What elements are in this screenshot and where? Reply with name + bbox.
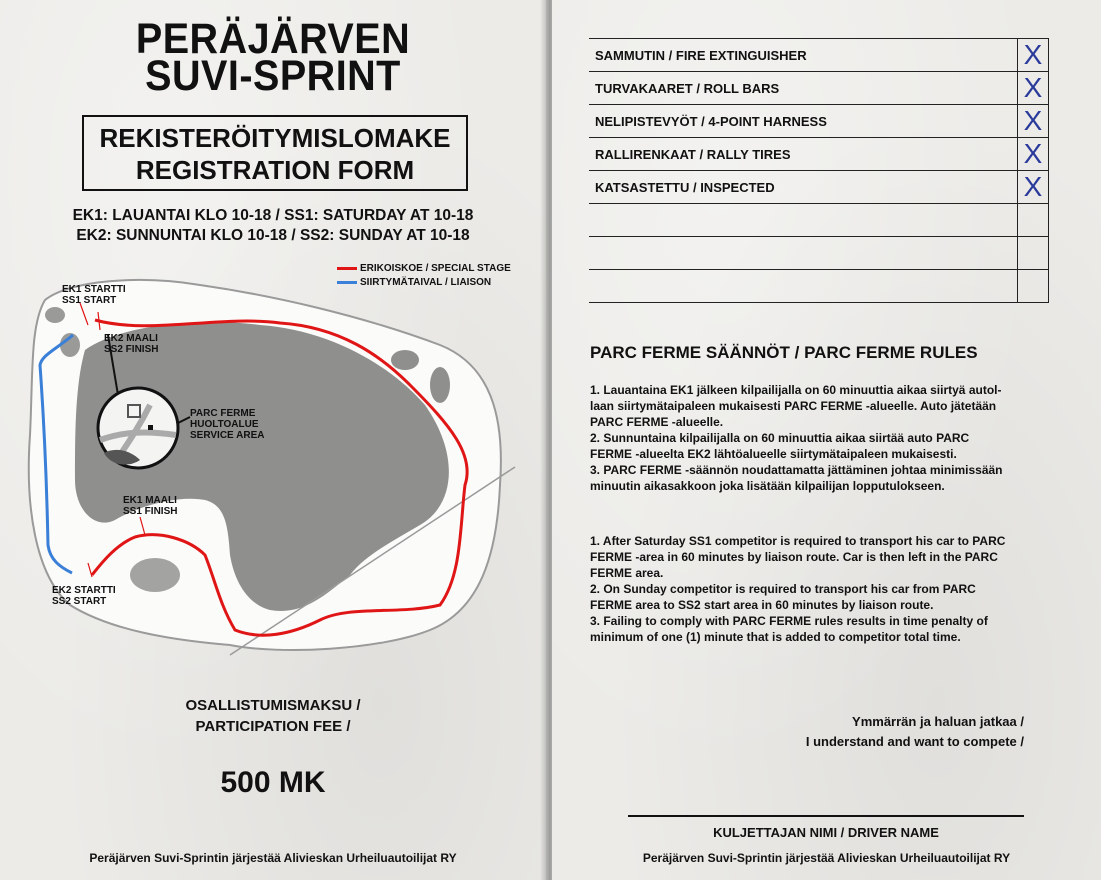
map-lake-small-3	[130, 558, 180, 592]
fee-label-fi: OSALLISTUMISMAKSU /	[185, 697, 361, 714]
event-title-line2: SUVI-SPRINT	[145, 52, 401, 100]
checklist-checkbox[interactable]: X	[1018, 72, 1049, 105]
event-title-line1: PERÄJÄRVEN	[135, 15, 411, 63]
driver-name-label: KULJETTAJAN NIMI / DRIVER NAME	[713, 825, 939, 840]
form-title-fi: REKISTERÖITYMISLOMAKE	[99, 123, 451, 153]
left-footer: Peräjärven Suvi-Sprintin järjestää Alivieskan Urheiluautoilijat RY	[89, 851, 457, 865]
legend-special-stage: ERIKOISKOE / SPECIAL STAGE	[360, 263, 511, 274]
fee-amount: 500 MK	[220, 766, 326, 799]
checklist-label: RALLIRENKAAT / RALLY TIRES	[589, 138, 1018, 171]
left-page	[0, 0, 546, 880]
stage-map	[0, 255, 546, 675]
checklist-checkbox[interactable]: X	[1018, 39, 1049, 72]
checklist-label	[589, 237, 1018, 270]
checklist-checkbox[interactable]: X	[1018, 171, 1049, 204]
safety-checklist	[589, 38, 1049, 303]
checklist-row	[589, 204, 1049, 237]
label-ek2-start: EK2 STARTTI SS2 START	[52, 585, 116, 607]
legend-liaison-swatch	[337, 281, 357, 284]
checklist-label: TURVAKAARET / ROLL BARS	[589, 72, 1018, 105]
checklist-row	[589, 270, 1049, 303]
checklist-label	[589, 270, 1018, 303]
checklist-label: NELIPISTEVYÖT / 4-POINT HARNESS	[589, 105, 1018, 138]
checklist-row	[589, 171, 1049, 204]
schedule-line1: EK1: LAUANTAI KLO 10-18 / SS1: SATURDAY AT 10-18	[72, 207, 474, 224]
label-parc-ferme: PARC FERME HUOLTOALUE SERVICE AREA	[190, 408, 265, 441]
right-page	[552, 0, 1101, 880]
label-ek1-finish: EK1 MAALI SS1 FINISH	[123, 495, 178, 517]
map-lake-small-2	[430, 367, 450, 403]
checklist-row	[589, 138, 1049, 171]
form-title-box	[82, 115, 468, 191]
map-lake-small-4	[45, 307, 65, 323]
checklist-checkbox[interactable]	[1018, 204, 1049, 237]
rules-finnish: 1. Lauantaina EK1 jälkeen kilpailijalla on 60 minuuttia aikaa siirtyä autol- laan siirtymätaipaleen mukaisesti PARC FERME -alueelle. Auto jätetään PARC FERME -alueelle. 2. Sunnuntaina kilpailijalla on 60 minuuttia aikaa siirtää auto PARC FERME -alueelta EK2 lähtöalueelle siirtymätaipaleen mukaisesti. 3. PARC FERME -säännön noudattamatta jättäminen johtaa minimissään minuutin aikasakkoon joka lisätään kilpailijan lopputulokseen.	[590, 383, 1003, 493]
checklist-checkbox[interactable]	[1018, 237, 1049, 270]
agreement-fi: Ymmärrän ja haluan jatkaa /	[852, 714, 1024, 729]
schedule-line2: EK2: SUNNUNTAI KLO 10-18 / SS2: SUNDAY AT 10-18	[76, 227, 470, 244]
form-title-en: REGISTRATION FORM	[135, 155, 415, 185]
checklist-row	[589, 105, 1049, 138]
checklist-checkbox[interactable]: X	[1018, 105, 1049, 138]
checklist-row	[589, 72, 1049, 105]
rules-english: 1. After Saturday SS1 competitor is required to transport his car to PARC FERME -area in 60 minutes by liaison route. Car is then left in the PARC FERME area. 2. On Sunday competitor is required to transport his car from PARC FERME area to SS2 start area in 60 minutes by liaison route. 3. Failing to comply with PARC FERME rules results in time penalty of minimum of one (1) minute that is added to competitor total time.	[590, 534, 1006, 644]
map-lake-small-1	[391, 350, 419, 370]
legend-liaison: SIIRTYMÄTAIVAL / LIAISON	[360, 277, 492, 288]
checklist-checkbox[interactable]: X	[1018, 138, 1049, 171]
agreement-en: I understand and want to compete /	[805, 734, 1024, 749]
checklist-label: SAMMUTIN / FIRE EXTINGUISHER	[589, 39, 1018, 72]
map-legend	[337, 262, 511, 290]
fee-label-en: PARTICIPATION FEE /	[195, 718, 351, 735]
legend-special-stage-swatch	[337, 267, 357, 270]
label-ek2-finish: EK2 MAALI SS2 FINISH	[104, 333, 159, 355]
checklist-checkbox[interactable]	[1018, 270, 1049, 303]
rules-title: PARC FERME SÄÄNNÖT / PARC FERME RULES	[590, 343, 978, 362]
checklist-row	[589, 237, 1049, 270]
signature-line[interactable]	[628, 815, 1024, 817]
checklist-row	[589, 39, 1049, 72]
label-ek1-start: EK1 STARTTI SS1 START	[62, 284, 126, 306]
checklist-label: KATSASTETTU / INSPECTED	[589, 171, 1018, 204]
checklist-label	[589, 204, 1018, 237]
right-footer: Peräjärven Suvi-Sprintin järjestää Alivieskan Urheiluautoilijat RY	[642, 851, 1011, 865]
